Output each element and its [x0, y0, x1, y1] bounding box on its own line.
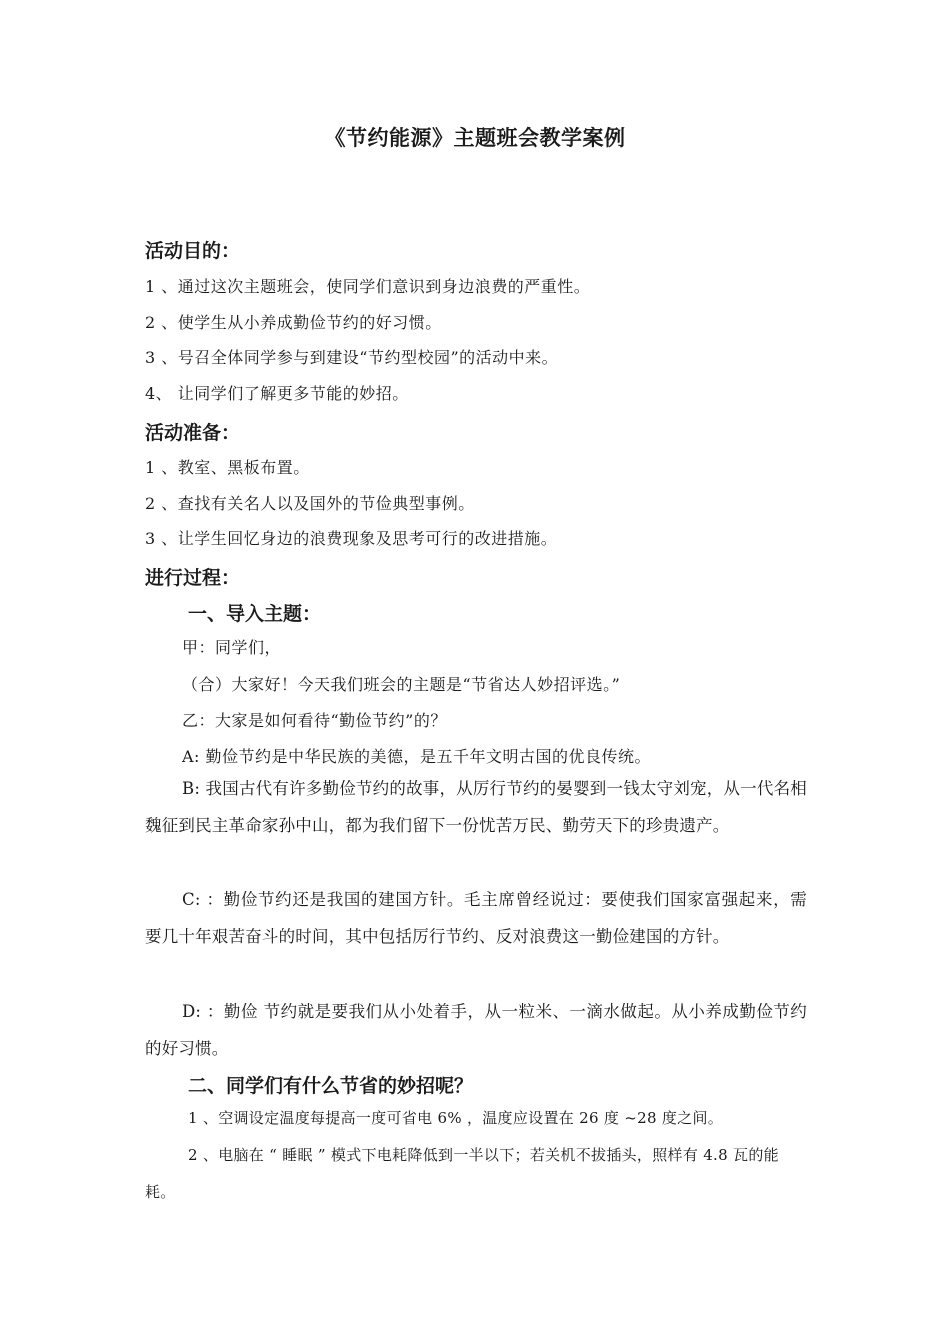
prep-heading: 活动准备：: [145, 422, 241, 444]
section1-heading: 一、导入主题：: [188, 603, 322, 625]
document-title: 《节约能源》主题班会教学案例: [324, 126, 626, 150]
purpose-item: 2 、使学生从小养成勤俭节约的好习惯。: [145, 313, 442, 332]
dialogue-paragraph-d: D: ：勤俭 节约就是要我们从小处着手，从一粒米、一滴水做起。从小养成勤俭节约的好习惯。: [145, 1002, 807, 1058]
dialogue-line: 甲：同学们，: [182, 638, 282, 657]
purpose-item: 4、 让同学们了解更多节能的妙招。: [145, 384, 409, 403]
prep-item: 2 、查找有关名人以及国外的节俭典型事例。: [145, 494, 475, 513]
tip-item: 1 、空调设定温度每提高一度可省电 6% ，温度应设置在 26 度 ~28 度之间。: [188, 1109, 724, 1127]
section2-heading: 二、同学们有什么节省的妙招呢？: [188, 1075, 474, 1097]
dialogue-paragraph-c: C: ：勤俭节约还是我国的建国方针。毛主席曾经说过：要使我们国家富强起来，需要几十年艰苦奋斗的时间，其中包括厉行节约、反对浪费这一勤俭建国的方针。: [145, 890, 807, 946]
dialogue-line: 乙：大家是如何看待“勤俭节约”的？: [182, 711, 447, 730]
dialogue-paragraph-b: B: 我国古代有许多勤俭节约的故事，从厉行节约的晏婴到一钱太守刘宠，从一代名相魏征到民主革命家孙中山，都为我们留下一份忧苦万民、勤劳天下的珍贵遗产。: [145, 779, 807, 835]
purpose-item: 1 、通过这次主题班会，使同学们意识到身边浪费的严重性。: [145, 277, 591, 296]
prep-item: 1 、教室、黑板布置。: [145, 458, 310, 477]
dialogue-line: A: 勤俭节约是中华民族的美德，是五千年文明古国的优良传统。: [182, 747, 652, 766]
tip-item-text: 2 、电脑在 “ 睡眠 ” 模式下电耗降低到一半以下；若关机不拔插头，照样有 4.8 瓦的能耗。: [145, 1146, 779, 1201]
purpose-item: 3 、号召全体同学参与到建设“节约型校园”的活动中来。: [145, 348, 559, 367]
dialogue-line: （合）大家好！今天我们班会的主题是“节省达人妙招评选。”: [182, 675, 621, 694]
process-heading: 进行过程：: [145, 567, 241, 589]
purpose-heading: 活动目的：: [145, 240, 241, 262]
tip-item-wrapped: [145, 1137, 807, 1211]
prep-item: 3 、让学生回忆身边的浪费现象及思考可行的改进措施。: [145, 529, 558, 548]
